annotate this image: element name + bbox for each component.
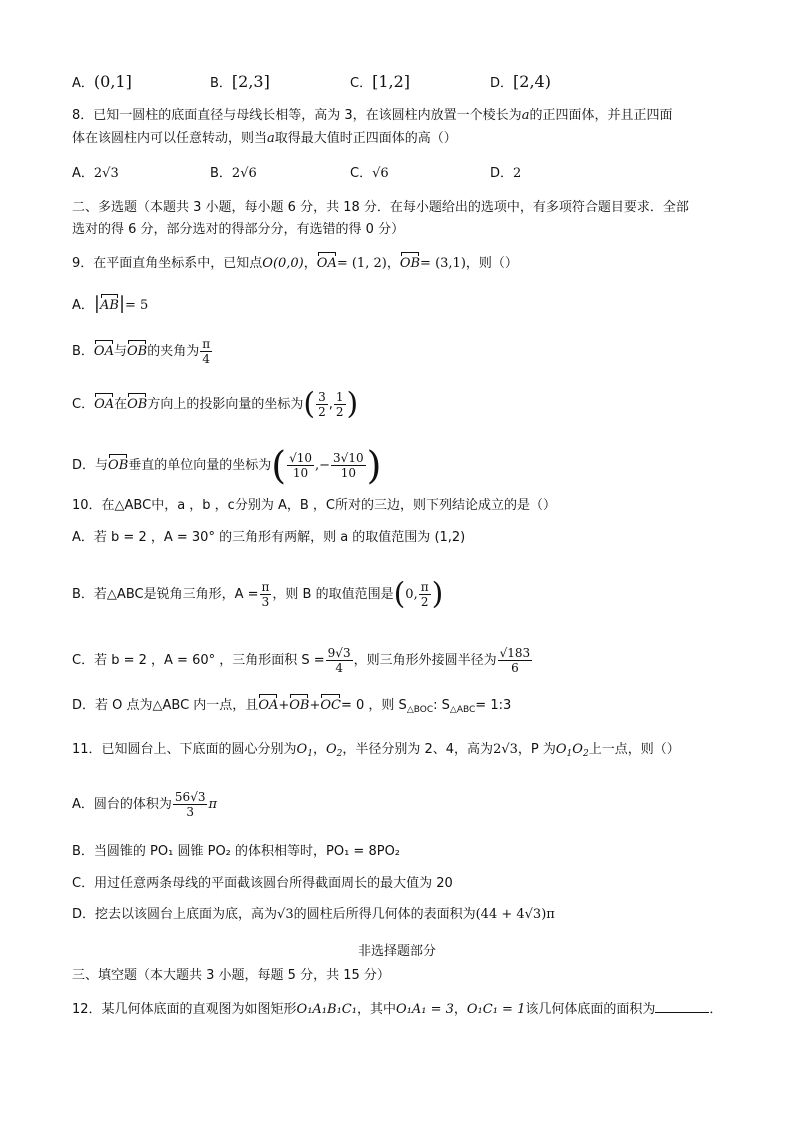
q11-option-c: C．用过任意两条母线的平面截该圆台所得截面周长的最大值为 20 (72, 876, 453, 891)
q7-option-c: C．[1,2] (350, 72, 411, 91)
q8-option-d: D．2 (490, 166, 522, 181)
q7-option-a: A．(0,1] (72, 72, 132, 91)
q7-option-b: B．[2,3] (210, 72, 270, 91)
q10-option-d: D．若 O 点为△ABC 内一点，且OA+OB+OC= 0 ，则 $S_{\triangle BOC}$: $S_{\triangle ABC}=$ 1:3 (72, 698, 512, 715)
q8-stem-line2: 体在该圆柱内可以任意转动，则当a取得最大值时正四面体的高（） (72, 131, 457, 146)
q8-stem-line1: 8．已知一圆柱的底面直径与母线长相等，高为 3，在该圆柱内放置一个棱长为a的正四面体，并且正四面 (72, 108, 673, 123)
q10-option-c: C．若 b = 2 ，A = 60° ，三角形面积 S = $\frac{9√3}{4}$ ，则三角形外接圆半径为 $\frac{√183}{6}$ (72, 646, 531, 675)
q11-option-a: A．圆台的体积为 $\frac{56√3}{3}$ π (72, 790, 218, 819)
q9-option-a: A．|AB|= 5 (72, 293, 149, 314)
q9-option-d: D．与OB垂直的单位向量的坐标为( $\frac{√10}{10}$ ,− $\frac{3√10}{10}$ ) (72, 443, 382, 488)
section3-heading: 三、填空题（本大题共 3 小题，每题 5 分，共 15 分） (72, 968, 390, 983)
q10-stem: 10．在△ABC中，a ，b ，c分别为 A，B ，C所对的三边，则下列结论成立的是（） (72, 498, 556, 513)
q9-stem: 9．在平面直角坐标系中，已知点O(0,0)，OA= (1, 2)，OB= (3,1)，则（） (72, 254, 518, 274)
q12-answer-blank[interactable] (655, 1000, 709, 1013)
q11-option-b: B．当圆锥的 PO₁ 圆锥 PO₂ 的体积相等时，PO₁ = 8PO₂ (72, 844, 401, 859)
q9-option-c: C．OA在OB方向上的投影向量的坐标为( $\frac{3}{2}$ , $\frac{1}{2}$ ) (72, 386, 359, 422)
q9-option-b: B．OA与OB的夹角为 $\frac{\pi}{4}$ (72, 337, 211, 366)
q8-option-b: B．2√6 (210, 166, 257, 181)
q7-option-d: D．[2,4) (490, 72, 551, 91)
q12-stem: 12．某几何体底面的直观图为如图矩形O₁A₁B₁C₁，其中O₁A₁ = 3，O₁C₁ = 1该几何体底面的面积为 ． (72, 1002, 723, 1017)
section2-heading-line2: 选对的得 6 分，部分选对的得部分分，有选错的得 0 分） (72, 222, 405, 237)
section2-heading-line1: 二、多选题（本题共 3 小题，每小题 6 分，共 18 分．在每小题给出的选项中，有多项符合题目要求．全部 (72, 200, 689, 215)
q10-option-b: B．若△ABC是锐角三角形，A = $\frac{\pi}{3}$ ，则 B 的取值范围是(0, $\frac{\pi}{2}$ ) (72, 576, 444, 612)
q10-option-a: A．若 b = 2 ，A = 30° 的三角形有两解，则 a 的取值范围为 (1,2) (72, 530, 466, 545)
q11-option-d: D．挖去以该圆台上底面为底，高为√3的圆柱后所得几何体的表面积为(44 + 4√3)π (72, 907, 555, 922)
q8-option-c: C．√6 (350, 166, 389, 181)
part-title: 非选择题部分 (357, 944, 436, 959)
q11-stem: 11．已知圆台上、下底面的圆心分别为$O_1$，$O_2$，半径分别为 2、4，高为2√3，P 为$O_1O_2$上一点，则（） (72, 742, 680, 759)
q8-option-a: A．2√3 (72, 166, 119, 181)
q9-b-fraction: $\frac{\pi}{4}$ (202, 337, 211, 366)
